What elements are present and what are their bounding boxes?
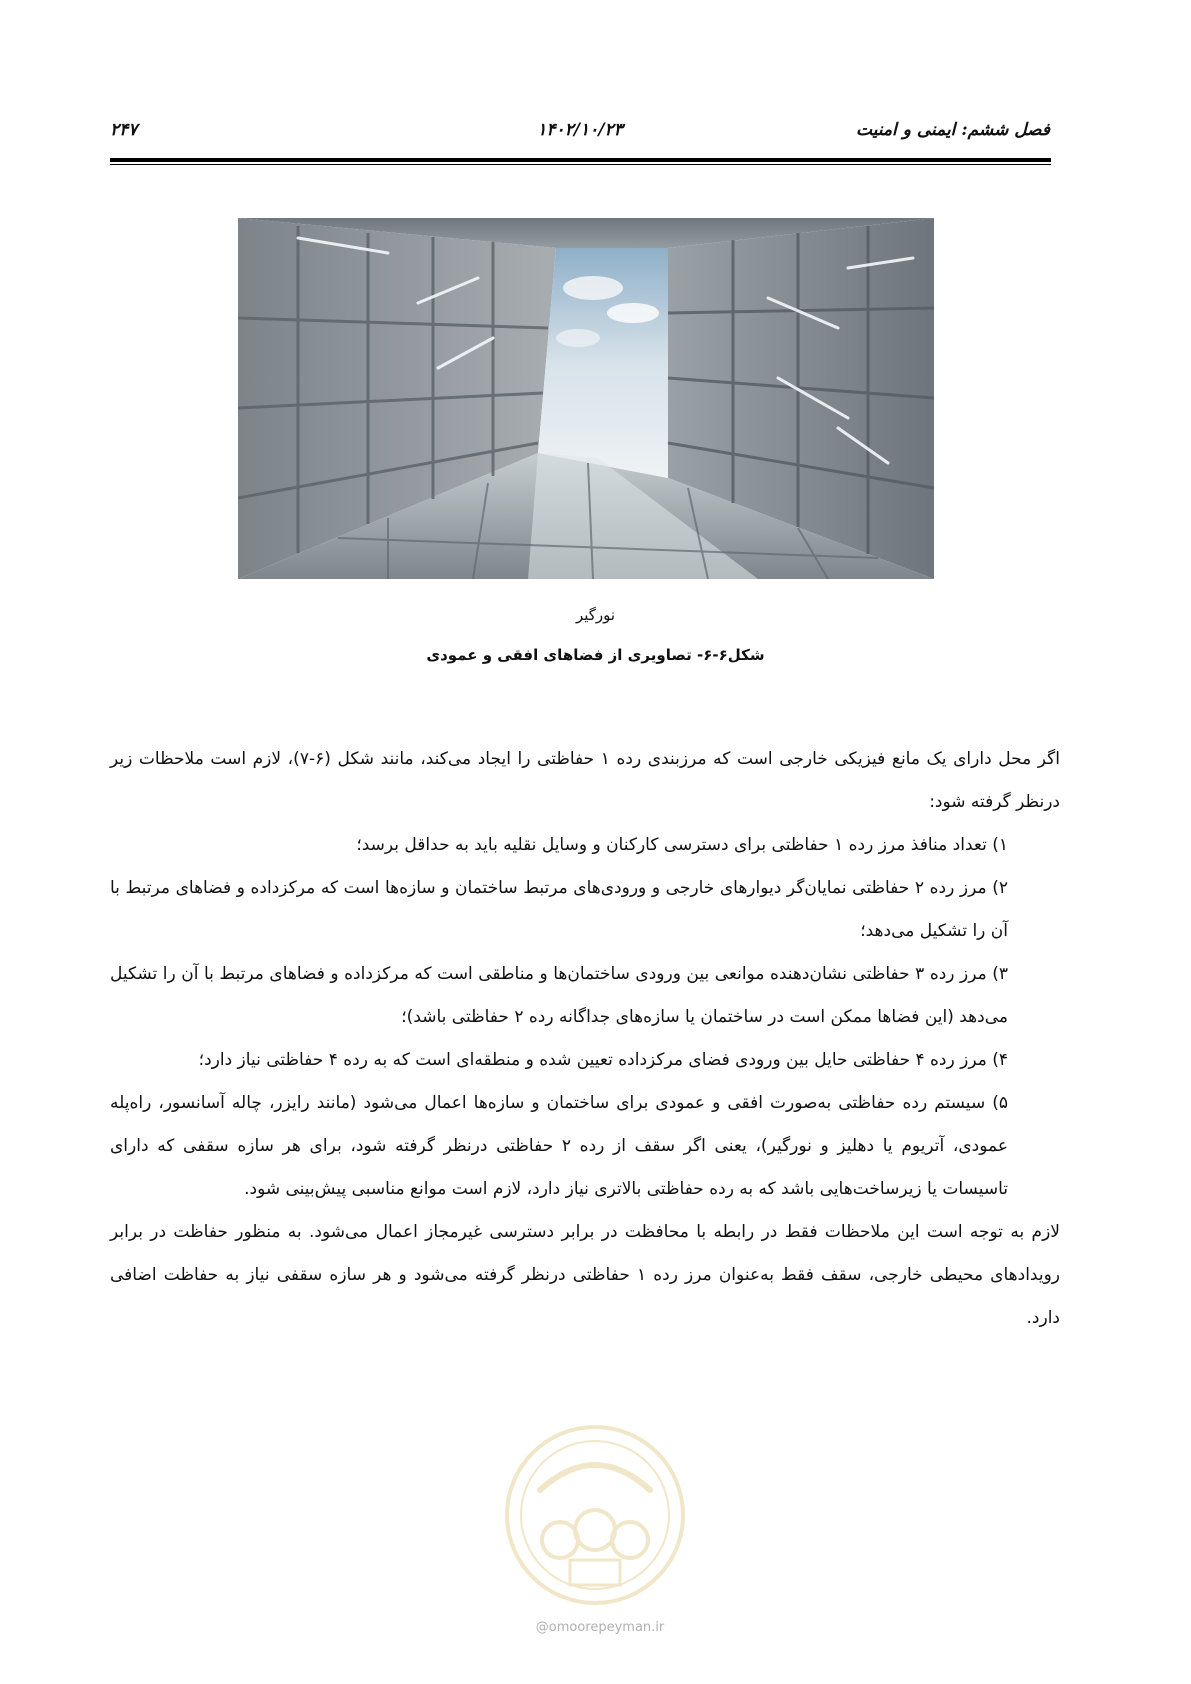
- body-text: [110, 738, 1060, 1340]
- list-item-3: ۳) مرز رده ۳ حفاظتی نشان‌دهنده موانعی بین ورودی ساختمان‌ها و مناطقی است که مرکزداده و فضاهای مرتبط با آن را تشکیل می‌دهد (این فضاها ممکن است در ساختمان یا سازه‌های جداگانه رده ۲ حفاظتی باشد)؛: [110, 964, 1009, 1027]
- running-header: [110, 120, 1050, 150]
- header-rule-thin: [110, 164, 1051, 165]
- light-well-illustration: [238, 218, 934, 579]
- list-item-4: ۴) مرز رده ۴ حفاظتی حایل بین ورودی فضای مرکزداده تعیین شده و منطقه‌ای است که به رده ۴ حفاظتی نیاز دارد؛: [198, 1050, 1008, 1070]
- closing-paragraph: لازم به توجه است این ملاحظات فقط در رابطه با محافظت در برابر دسترسی غیرمجاز اعمال می‌شود. به منظور حفاظت در برابر رویدادهای محیطی خارجی، سقف فقط به‌عنوان مرز رده ۱ حفاظتی درنظر گرفته می‌شود و هر سازه سقفی نیاز به حفاظت اضافی دارد.: [110, 1222, 1061, 1328]
- list-item-1: ۱) تعداد منافذ مرز رده ۱ حفاظتی برای دسترسی کارکنان و وسایل نقلیه باید به حداقل برسد؛: [356, 835, 1008, 855]
- header-date: ۱۴۰۲/۱۰/۲۳: [537, 120, 623, 140]
- list-item-2: ۲) مرز رده ۲ حفاظتی نمایان‌گر دیوارهای خارجی و ورودی‌های مرتبط ساختمان و سازه‌ها است که مرکزداده و فضاهای مرتبط با آن را تشکیل می‌دهد؛: [110, 878, 1008, 941]
- watermark-seal-logo: [500, 1420, 690, 1610]
- watermark-url: @omoorepeyman.ir: [535, 1620, 665, 1635]
- intro-paragraph: اگر محل دارای یک مانع فیزیکی خارجی است که مرزبندی رده ۱ حفاظتی را ایجاد می‌کند، مانند شکل (۶-۷)، لازم است ملاحظات زیر درنظر گرفته شود:: [110, 749, 1060, 812]
- seal-icon: [500, 1420, 690, 1610]
- chapter-title: فصل ششم: ایمنی و امنیت: [856, 120, 1050, 140]
- page-number: ۲۴۷: [110, 120, 138, 140]
- header-rule-thick: [110, 158, 1051, 162]
- figure-subcaption: نورگیر: [575, 606, 616, 624]
- figure-caption: شکل۶-۶- تصاویری از فضاهای افقی و عمودی: [426, 646, 765, 664]
- list-item-5: ۵) سیستم رده حفاظتی به‌صورت افقی و عمودی برای ساختمان و سازه‌ها اعمال می‌شود (مانند رایزر، چاله آسانسور، راه‌پله عمودی، آتریوم یا دهلیز و نورگیر)، یعنی اگر سقف از رده ۲ حفاظتی درنظر گرفته شود، برای هر سازه سقفی که دارای تاسیسات یا زیرساخت‌هایی باشد که به رده حفاظتی بالاتری نیاز دارد، لازم است موانع مناسبی پیش‌بینی شود.: [110, 1093, 1008, 1199]
- light-well-photo: [238, 218, 934, 579]
